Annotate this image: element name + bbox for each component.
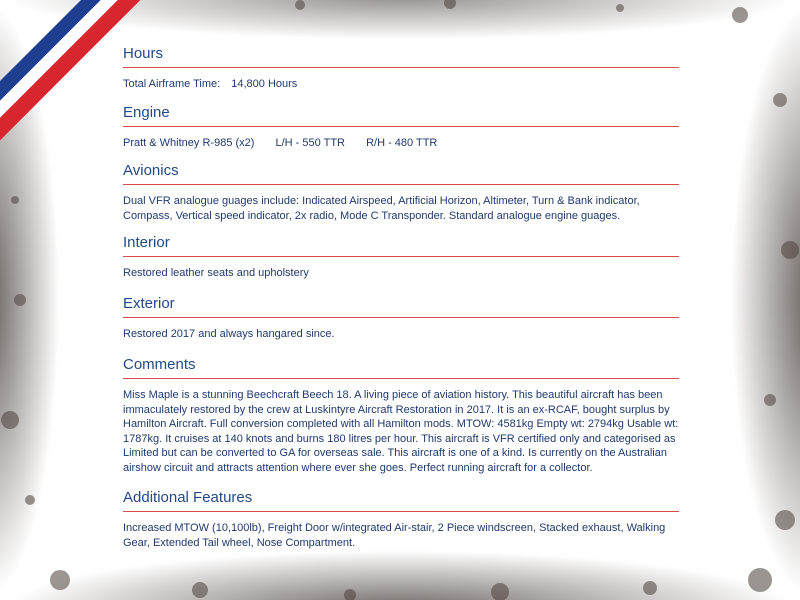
avionics-body: Dual VFR analogue guages include: Indicated Airspeed, Artificial Horizon, Altimeter, Turn & Bank indicator, Compass, Vertical speed indicator, 2x radio, Mode C Transponder. Standard analogue engine guages.	[123, 195, 640, 222]
airframe-time-value: 14,800 Hours	[231, 78, 298, 90]
exterior-body: Restored 2017 and always hangared since.	[123, 327, 335, 340]
grunge-edge-bottom	[0, 550, 800, 600]
hours-row	[123, 77, 679, 92]
section-interior	[123, 233, 679, 281]
section-additional-features	[123, 488, 679, 550]
section-exterior	[123, 294, 679, 342]
interior-body: Restored leather seats and upholstery	[123, 267, 309, 279]
engine-row	[123, 136, 679, 151]
section-title-avionics: Avionics	[123, 162, 179, 179]
comments-body: Miss Maple is a stunning Beechcraft Beech 18. A living piece of aviation history. This beautiful aircraft has been immaculately restored by the crew at Luskintyre Aircraft Restoration in 2017. It is an ex-RCAF, bought surplus by Hamilton Aircraft. Full conversion completed with all Hamilton mods. MTOW: 4581kg Empty wt: 2794kg Usable wt: 1787kg. It cruises at 140 knots and burns 180 litres per hour. This aircraft is VFR certified only and categorised as Limited but can be converted to GA for overseas sale. This aircraft is one of a kind. Is currently on the Australian airshow circuit and attracts attention where ever she goes. Perfect running aircraft for a collector.	[123, 389, 679, 474]
section-divider	[123, 317, 679, 318]
section-hours	[123, 44, 679, 92]
section-engine	[123, 103, 679, 151]
section-title-additional-features: Additional Features	[123, 489, 253, 506]
section-title-engine: Engine	[123, 103, 170, 121]
engine-model: Pratt & Whitney R-985 (x2)	[123, 136, 255, 149]
spec-sheet	[123, 44, 679, 550]
section-divider	[123, 126, 679, 127]
section-divider	[123, 378, 679, 379]
section-title-interior: Interior	[123, 234, 170, 251]
grunge-edge-right	[730, 0, 800, 600]
section-avionics	[123, 161, 679, 223]
section-divider	[123, 256, 679, 257]
section-comments	[123, 355, 679, 475]
section-title-exterior: Exterior	[123, 294, 175, 312]
airframe-time-label: Total Airframe Time:	[123, 78, 221, 90]
section-title-hours: Hours	[123, 45, 164, 62]
engine-rh: R/H - 480 TTR	[366, 136, 438, 149]
section-title-comments: Comments	[123, 356, 196, 373]
section-divider	[123, 511, 679, 512]
engine-lh: L/H - 550 TTR	[275, 136, 345, 149]
additional-features-body: Increased MTOW (10,100lb), Freight Door w/integrated Air-stair, 2 Piece windscreen, Stacked exhaust, Walking Gear, Extended Tail wheel, Nose Compartment.	[123, 522, 666, 549]
section-divider	[123, 184, 679, 185]
section-divider	[123, 67, 679, 68]
